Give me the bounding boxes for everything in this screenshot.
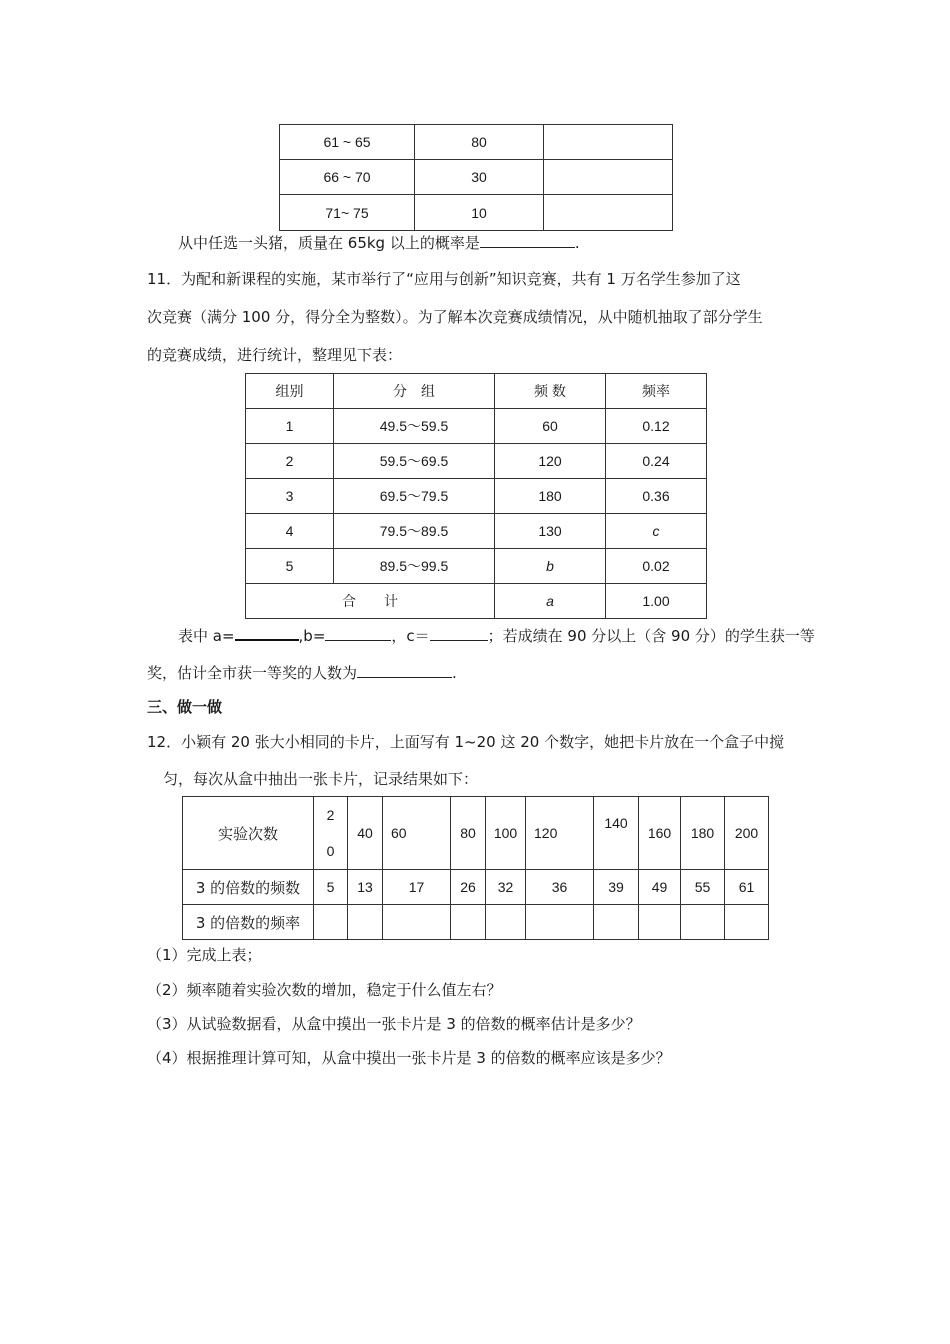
table-cell: 79.5～89.5 — [334, 514, 495, 549]
q12-part: （1）完成上表； — [147, 946, 262, 964]
table-cell — [544, 125, 673, 160]
count-cell: 13 — [348, 870, 383, 905]
table-cell: 0.02 — [606, 549, 707, 584]
q10-end: . — [574, 234, 580, 252]
table-cell: 60 — [495, 409, 606, 444]
table-cell: 3 — [246, 479, 334, 514]
answer-blank[interactable] — [480, 233, 575, 248]
trial-cell: 160 — [639, 797, 681, 870]
answer-blank[interactable] — [357, 663, 452, 678]
q12-part: （2）频率随着实验次数的增加，稳定于什么值左右？ — [147, 981, 502, 999]
table-header: 组别 — [246, 374, 334, 409]
answer-blank-a[interactable] — [235, 625, 299, 641]
freq-cell[interactable] — [725, 905, 769, 940]
count-cell: 26 — [451, 870, 486, 905]
table-cell: c — [606, 514, 707, 549]
q11-fill-text: ，c＝ — [391, 627, 430, 645]
table-cell: 120 — [495, 444, 606, 479]
row-label: 3 的倍数的频数 — [183, 870, 314, 905]
table-cell: 80 — [415, 125, 544, 160]
q12-part: （4）根据推理计算可知，从盒中摸出一张卡片是 3 的倍数的概率应该是多少？ — [147, 1049, 671, 1067]
table-cell: 180 — [495, 479, 606, 514]
table-header: 频率 — [606, 374, 707, 409]
freq-cell[interactable] — [383, 905, 451, 940]
table-cell: 0.24 — [606, 444, 707, 479]
q10-text: 从中任选一头猪，质量在 65kg 以上的概率是 — [178, 234, 480, 252]
freq-cell[interactable] — [594, 905, 639, 940]
trial-digit: 0 — [326, 843, 335, 859]
q11-line3: 的竞赛成绩，进行统计，整理见下表： — [147, 346, 403, 364]
table-cell: a — [495, 584, 606, 619]
q11-fill-line — [178, 625, 815, 646]
table-cell: b — [495, 549, 606, 584]
freq-cell[interactable] — [681, 905, 725, 940]
q11-fill-text: ,b= — [298, 627, 326, 645]
table-cell: 61 ~ 65 — [280, 125, 415, 160]
weight-table — [279, 124, 673, 231]
q10-line — [178, 232, 580, 253]
card-table — [182, 796, 769, 940]
q11-fill-text: 表中 a= — [178, 627, 235, 645]
table-cell: 0.12 — [606, 409, 707, 444]
table-cell: 71~ 75 — [280, 195, 415, 231]
answer-blank-c[interactable] — [430, 626, 488, 641]
trial-cell: 120 — [526, 797, 594, 870]
row-label: 实验次数 — [183, 797, 314, 870]
q11-line1: 11．为配和新课程的实施，某市举行了“应用与创新”知识竞赛，共有 1 万名学生参加了这 — [147, 270, 741, 288]
freq-cell[interactable] — [639, 905, 681, 940]
table-cell: 1.00 — [606, 584, 707, 619]
q12-line1: 12．小颖有 20 张大小相同的卡片，上面写有 1~20 这 20 个数字，她把卡片放在一个盒子中搅 — [147, 733, 785, 751]
table-cell: 2 — [246, 444, 334, 479]
table-cell — [544, 195, 673, 231]
table-cell: 5 — [246, 549, 334, 584]
trial-cell — [314, 797, 348, 870]
table-cell: 1 — [246, 409, 334, 444]
freq-cell[interactable] — [348, 905, 383, 940]
freq-cell[interactable] — [451, 905, 486, 940]
table-cell: 4 — [246, 514, 334, 549]
q12-line2: 匀，每次从盒中抽出一张卡片，记录结果如下： — [163, 770, 479, 788]
freq-cell[interactable] — [486, 905, 526, 940]
table-cell: 130 — [495, 514, 606, 549]
count-cell: 61 — [725, 870, 769, 905]
row-label: 3 的倍数的频率 — [183, 905, 314, 940]
table-header: 频 数 — [495, 374, 606, 409]
q11-fill-end: . — [452, 664, 457, 682]
count-cell: 55 — [681, 870, 725, 905]
table-cell: 30 — [415, 160, 544, 195]
trial-cell: 140 — [594, 797, 639, 870]
count-cell: 32 — [486, 870, 526, 905]
q11-fill-line2 — [147, 662, 457, 683]
total-label: 合 计 — [246, 584, 495, 619]
trial-cell: 200 — [725, 797, 769, 870]
q11-line2: 次竞赛（满分 100 分，得分全为整数）。为了解本次竞赛成绩情况，从中随机抽取了部分学生 — [147, 308, 763, 326]
table-cell: 10 — [415, 195, 544, 231]
table-cell: 0.36 — [606, 479, 707, 514]
trial-cell: 60 — [383, 797, 451, 870]
count-cell: 17 — [383, 870, 451, 905]
trial-cell: 80 — [451, 797, 486, 870]
trial-cell: 180 — [681, 797, 725, 870]
q11-fill-text: 奖，估计全市获一等奖的人数为 — [147, 664, 358, 682]
section-heading: 三、做一做 — [147, 698, 223, 716]
q12-part: （3）从试验数据看，从盒中摸出一张卡片是 3 的倍数的概率估计是多少？ — [147, 1015, 641, 1033]
count-cell: 36 — [526, 870, 594, 905]
table-cell: 89.5～99.5 — [334, 549, 495, 584]
table-cell — [544, 160, 673, 195]
score-table — [245, 373, 707, 619]
q11-fill-text: ；若成绩在 90 分以上（含 90 分）的学生获一等 — [487, 627, 815, 645]
count-cell: 5 — [314, 870, 348, 905]
freq-cell[interactable] — [526, 905, 594, 940]
answer-blank-b[interactable] — [325, 626, 391, 641]
count-cell: 49 — [639, 870, 681, 905]
trial-cell: 40 — [348, 797, 383, 870]
table-header: 分 组 — [334, 374, 495, 409]
table-cell: 66 ~ 70 — [280, 160, 415, 195]
count-cell: 39 — [594, 870, 639, 905]
table-cell: 49.5～59.5 — [334, 409, 495, 444]
freq-cell[interactable] — [314, 905, 348, 940]
trial-cell: 100 — [486, 797, 526, 870]
trial-digit: 2 — [326, 807, 335, 823]
table-cell: 59.5～69.5 — [334, 444, 495, 479]
table-cell: 69.5～79.5 — [334, 479, 495, 514]
